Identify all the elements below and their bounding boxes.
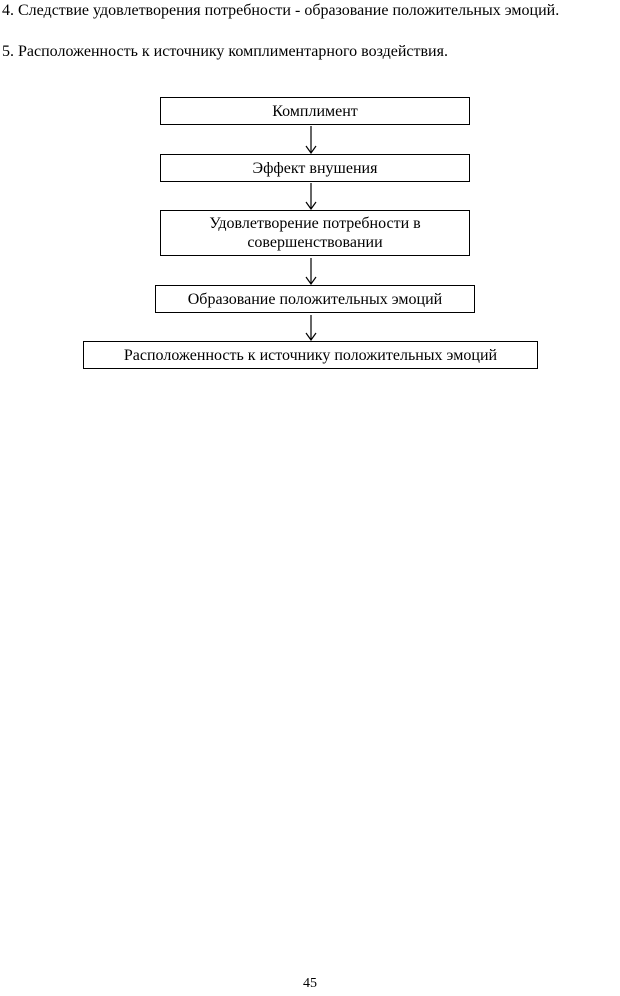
paragraph-item-5: 5. Расположенность к источнику комплиментарного воздействия.	[2, 43, 448, 60]
flowchart-step-label: Эффект внушения	[252, 159, 378, 177]
down-arrow-icon	[304, 183, 318, 210]
paragraph-item-4: 4. Следствие удовлетворения потребности - образование положительных эмоций.	[2, 2, 560, 19]
flowchart-step-label: Образование положительных эмоций	[187, 290, 443, 308]
flowchart-step-compliment	[160, 97, 470, 125]
flowchart-step-label: Расположенность к источнику положительных эмоций	[123, 346, 498, 364]
down-arrow-icon	[304, 315, 318, 341]
flowchart-step-need-satisfaction	[160, 210, 470, 256]
flowchart-step-disposition	[83, 341, 538, 369]
page-number: 45	[303, 976, 317, 991]
flowchart-step-label: Комплимент	[272, 102, 358, 120]
down-arrow-icon	[304, 126, 318, 154]
flowchart-step-label: Удовлетворение потребности в совершенствовании	[209, 215, 421, 251]
down-arrow-icon	[304, 258, 318, 285]
flowchart-step-suggestion-effect	[160, 154, 470, 182]
flowchart-step-positive-emotions	[155, 285, 475, 313]
